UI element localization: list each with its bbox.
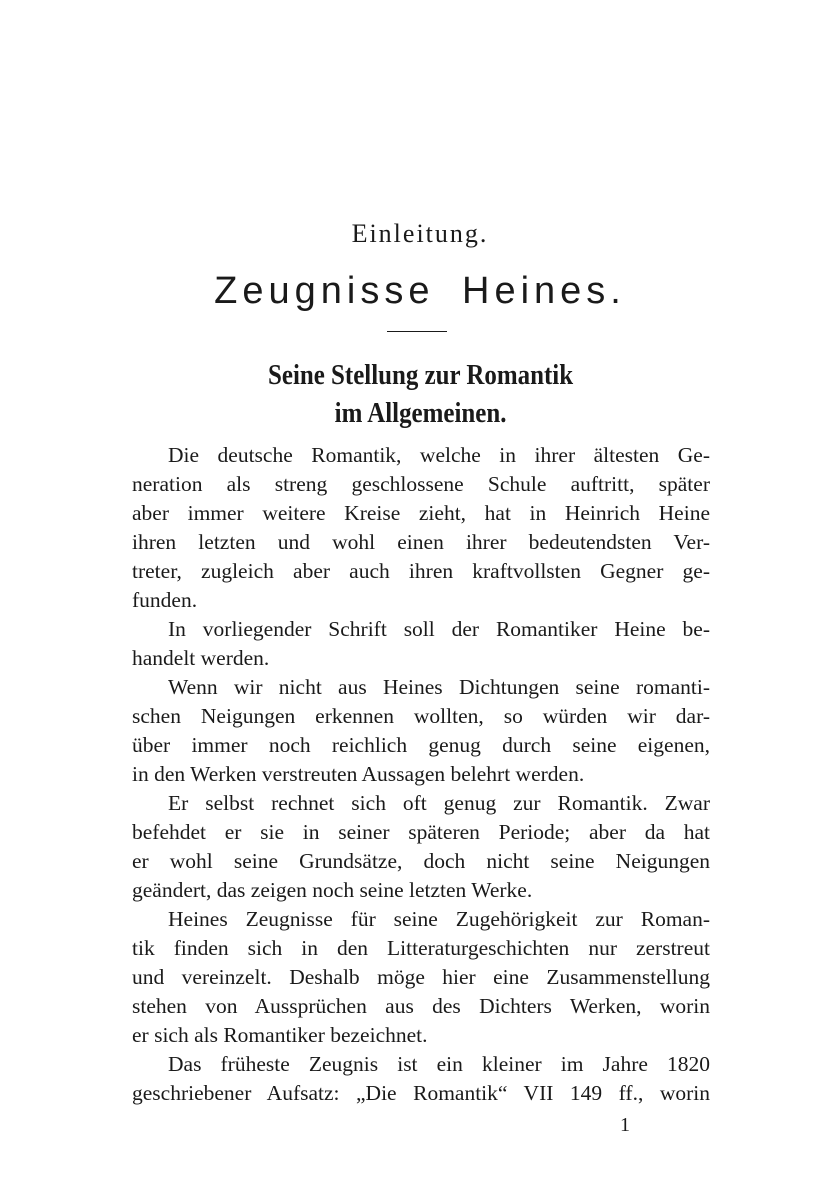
subtitle-line-1: Seine Stellung zur Romantik [268, 359, 574, 391]
text-line: über immer noch reichlich genug durch seine eigenen, [132, 733, 710, 757]
text-line: aber immer weitere Kreise zieht, hat in Heinrich Heine [132, 501, 710, 525]
text-line: Er selbst rechnet sich oft genug zur Romantik. Zwar [168, 791, 710, 815]
text-line: stehen von Aussprüchen aus des Dichters Werken, worin [132, 994, 710, 1018]
text-line: schen Neigungen erkennen wollten, so würden wir dar- [132, 704, 710, 728]
subtitle-line-2: im Allgemeinen. [334, 397, 507, 429]
text-line: in den Werken verstreuten Aussagen belehrt werden. [132, 762, 585, 786]
text-line: Heines Zeugnisse für seine Zugehörigkeit zur Roman- [168, 907, 710, 931]
text-line: neration als streng geschlossene Schule auftritt, später [132, 472, 710, 496]
text-line: ihren letzten und wohl einen ihrer bedeutendsten Ver- [132, 530, 710, 554]
section-label: Einleitung. [351, 219, 489, 248]
text-line: und vereinzelt. Deshalb möge hier eine Zusammenstellung [132, 965, 710, 989]
text-line: er sich als Romantiker bezeichnet. [132, 1023, 428, 1047]
body-text [132, 441, 710, 1108]
text-line: treter, zugleich aber auch ihren kraftvollsten Gegner ge- [132, 559, 710, 583]
page-number: 1 [620, 1114, 630, 1136]
text-line: geändert, das zeigen noch seine letzten Werke. [132, 878, 533, 902]
chapter-title: Zeugnisse Heines. [214, 270, 626, 312]
text-line: tik finden sich in den Litteraturgeschichten nur zerstreut [132, 936, 710, 960]
text-line: funden. [132, 588, 198, 612]
text-line: Wenn wir nicht aus Heines Dichtungen seine romanti- [168, 675, 710, 699]
text-line: handelt werden. [132, 646, 270, 670]
text-line: Das früheste Zeugnis ist ein kleiner im Jahre 1820 [168, 1052, 710, 1076]
text-line: geschriebener Aufsatz: „Die Romantik“ VII 149 ff., worin [132, 1081, 710, 1105]
text-line: Die deutsche Romantik, welche in ihrer ältesten Ge- [168, 443, 710, 467]
text-line: er wohl seine Grundsätze, doch nicht seine Neigungen [132, 849, 710, 873]
text-line: In vorliegender Schrift soll der Romantiker Heine be- [168, 617, 710, 641]
title-rule [387, 331, 447, 332]
text-line: befehdet er sie in seiner späteren Periode; aber da hat [132, 820, 710, 844]
